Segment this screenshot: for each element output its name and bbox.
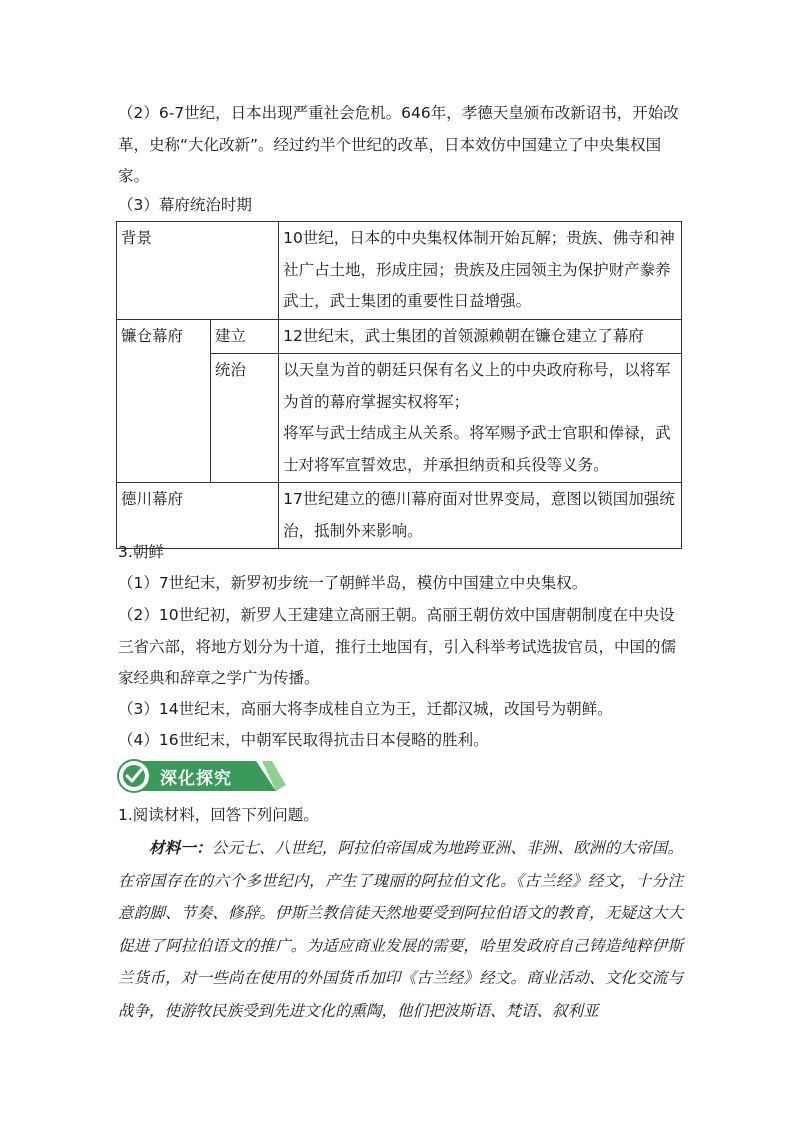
jianli-text: 12世纪末，武士集团的首领源赖朝在镰仓建立了幕府 bbox=[279, 319, 682, 354]
tongzhi-cell bbox=[279, 354, 682, 483]
beijing-label: 背景 bbox=[117, 222, 279, 320]
beijing-text: 10世纪，日本的中央集权体制开始瓦解；贵族、佛寺和神社广占土地，形成庄园；贵族及庄园领主为保护财产豢养武士，武士集团的重要性日益增强。 bbox=[279, 222, 682, 320]
korea-item-2: （2）10世纪初，新罗人王建建立高丽王朝。高丽王朝仿效中国唐朝制度在中央设三省六部，将地方划分为十道，推行土地国有，引入科举考试选拔官员，中国的儒家经典和辞章之学广为传播。 bbox=[118, 606, 677, 687]
section-banner bbox=[116, 758, 286, 794]
banner-title: 深化探究 bbox=[160, 769, 232, 789]
table-row bbox=[117, 319, 682, 354]
korea-item-3: （3）14世纪末，高丽大将李成桂自立为王，迁都汉城，改国号为朝鲜。 bbox=[118, 700, 613, 718]
tongzhi-text-2: 将军与武士结成主从关系。将军赐予武士官职和俸禄，武士对将军宣誓效忠，并承担纳贡和兵役等义务。 bbox=[283, 424, 671, 474]
tongzhi-text-1: 以天皇为首的朝廷只保有名义上的中央政府称号，以将军为首的幕府掌握实权将军； bbox=[283, 361, 671, 411]
material-label: 材料一： bbox=[149, 838, 212, 857]
tokugawa-label: 德川幕府 bbox=[117, 483, 279, 549]
jianli-label: 建立 bbox=[210, 319, 278, 354]
question-prompt: 1.阅读材料，回答下列问题。 bbox=[118, 806, 319, 824]
kamakura-label: 镰仓幕府 bbox=[117, 319, 211, 483]
material-text: 公元七、八世纪，阿拉伯帝国成为地跨亚洲、非洲、欧洲的大帝国。在帝国存在的六个多世纪内，产生了瑰丽的阿拉伯文化。《古兰经》经文，十分注意韵脚、节奏、修辞。伊斯兰教信徒天然地要受到阿拉伯语文的教育，无疑这大大促进了阿拉伯语文的推广。为适应商业发展的需要，哈里发政府自己铸造纯粹伊斯兰货币，对一些尚在使用的外国货币加印《古兰经》经文。商业活动、文化交流与战争，使游牧民族受到先进文化的熏陶，他们把波斯语、梵语、叙利亚 bbox=[118, 839, 683, 1020]
japan-item-3-title: （3）幕府统治时期 bbox=[118, 196, 252, 214]
material-one bbox=[118, 832, 683, 1027]
tongzhi-label: 统治 bbox=[210, 354, 278, 483]
japan-item-2: （2）6-7世纪，日本出现严重社会危机。646年，孝德天皇颁布改新诏书，开始改革，史称“大化改新”。经过约半个世纪的改革，日本效仿中国建立了中央集权国家。 bbox=[118, 104, 679, 185]
table-row bbox=[117, 222, 682, 320]
korea-item-1: （1）7世纪末，新罗初步统一了朝鲜半岛，模仿中国建立中央集权。 bbox=[118, 574, 588, 592]
shogunate-table bbox=[116, 221, 682, 549]
tokugawa-text: 17世纪建立的德川幕府面对世界变局，意图以锁国加强统治，抵制外来影响。 bbox=[279, 483, 682, 549]
korea-item-4: （4）16世纪末，中朝军民取得抗击日本侵略的胜利。 bbox=[118, 731, 489, 749]
korea-title: 3.朝鲜 bbox=[118, 543, 164, 561]
